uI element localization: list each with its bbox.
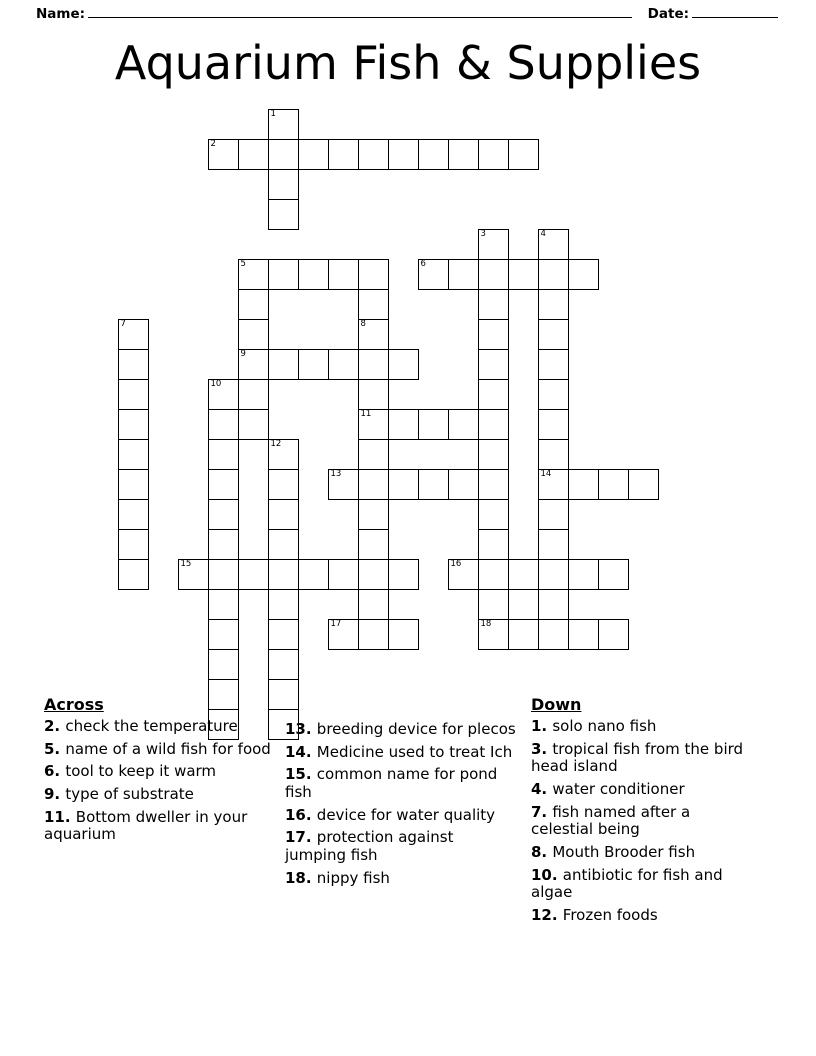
grid-cell[interactable]: [478, 229, 509, 260]
across-clue: [285, 870, 517, 888]
grid-cell[interactable]: [418, 259, 449, 290]
grid-cell[interactable]: [298, 349, 329, 380]
across-clue-text: common name for pond fish: [285, 765, 498, 802]
down-clue-number: 8.: [531, 843, 553, 861]
grid-cell-number: 18: [480, 619, 492, 629]
grid-cell[interactable]: [478, 379, 509, 410]
grid-cell[interactable]: [448, 559, 479, 590]
grid-cell[interactable]: [508, 259, 539, 290]
down-clue-number: 7.: [531, 802, 553, 821]
grid-cell[interactable]: [118, 529, 149, 560]
date-label: Date:: [647, 6, 689, 22]
grid-cell-number: 8: [360, 319, 366, 329]
grid-cell-number: 6: [420, 259, 426, 269]
grid-cell[interactable]: [478, 259, 509, 290]
across-clue-text: type of substrate: [65, 784, 194, 803]
across-clue: [285, 766, 517, 801]
grid-cell[interactable]: [208, 559, 239, 590]
grid-cell[interactable]: [538, 529, 569, 560]
across-clue: [44, 741, 272, 759]
clues-column-3: [531, 696, 756, 930]
grid-cell[interactable]: [238, 139, 269, 170]
across-clue-text: breeding device for plecos: [316, 720, 516, 738]
grid-cell[interactable]: [268, 199, 299, 230]
grid-cell[interactable]: [478, 529, 509, 560]
down-clue-number: 1.: [531, 716, 553, 735]
grid-cell[interactable]: [418, 409, 449, 440]
grid-cell[interactable]: [358, 529, 389, 560]
grid-cell[interactable]: [418, 469, 449, 500]
grid-cell[interactable]: [358, 409, 389, 440]
grid-cell[interactable]: [358, 139, 389, 170]
down-clue-text: Mouth Brooder fish: [552, 843, 696, 861]
across-clue-text: Medicine used to treat Ich: [316, 742, 513, 761]
across-clue-number: 9.: [44, 784, 66, 803]
grid-cell[interactable]: [208, 649, 239, 680]
grid-cell[interactable]: [268, 109, 299, 140]
grid-cell[interactable]: [448, 139, 479, 170]
down-clue: [531, 718, 756, 736]
grid-cell[interactable]: [328, 469, 359, 500]
grid-cell[interactable]: [328, 559, 359, 590]
down-clue-text: water conditioner: [552, 779, 685, 798]
grid-cell[interactable]: [328, 259, 359, 290]
grid-cell-number: 10: [210, 379, 222, 389]
down-clue: [531, 907, 756, 925]
grid-cell[interactable]: [388, 139, 419, 170]
down-clue-number: 12.: [531, 906, 563, 925]
across-clue: [44, 763, 272, 781]
across-clue-text: protection against jumping fish: [285, 828, 454, 865]
grid-cell-number: 16: [450, 559, 462, 569]
grid-cell[interactable]: [238, 289, 269, 320]
grid-cell[interactable]: [118, 319, 149, 350]
grid-cell-number: 1: [270, 109, 276, 119]
grid-cell[interactable]: [208, 529, 239, 560]
down-clue-number: 3.: [531, 739, 553, 758]
across-clue-number: 15.: [285, 765, 317, 784]
across-clue-number: 6.: [44, 762, 66, 781]
grid-cell[interactable]: [538, 289, 569, 320]
grid-cell[interactable]: [538, 619, 569, 650]
grid-cell[interactable]: [208, 409, 239, 440]
name-blank-line: [88, 6, 632, 18]
down-clue-text: antibiotic for fish and algae: [531, 865, 723, 902]
crossword-grid[interactable]: [0, 104, 816, 704]
grid-cell[interactable]: [268, 649, 299, 680]
down-clue-text: fish named after a celestial being: [531, 802, 691, 839]
grid-cell[interactable]: [268, 619, 299, 650]
grid-cell[interactable]: [208, 379, 239, 410]
grid-cell[interactable]: [448, 469, 479, 500]
across-clue: [44, 809, 272, 844]
grid-cell[interactable]: [358, 379, 389, 410]
grid-cell[interactable]: [298, 259, 329, 290]
grid-cell[interactable]: [328, 619, 359, 650]
name-label: Name:: [36, 6, 86, 22]
grid-cell[interactable]: [238, 319, 269, 350]
grid-cell[interactable]: [268, 529, 299, 560]
grid-cell[interactable]: [538, 469, 569, 500]
grid-cell[interactable]: [598, 619, 629, 650]
grid-cell[interactable]: [238, 259, 269, 290]
down-clue: [531, 844, 756, 862]
grid-cell-number: 11: [360, 409, 372, 419]
grid-cell[interactable]: [478, 139, 509, 170]
grid-cell[interactable]: [598, 469, 629, 500]
across-clue-number: 13.: [285, 720, 317, 738]
grid-cell[interactable]: [448, 259, 479, 290]
grid-cell[interactable]: [268, 469, 299, 500]
grid-cell[interactable]: [328, 349, 359, 380]
worksheet-header: [36, 6, 780, 22]
grid-cell[interactable]: [208, 439, 239, 470]
grid-cell[interactable]: [208, 589, 239, 620]
across-clue: [285, 721, 517, 739]
grid-cell[interactable]: [238, 349, 269, 380]
across-clue-number: 14.: [285, 742, 317, 761]
grid-cell[interactable]: [538, 499, 569, 530]
grid-cell[interactable]: [118, 349, 149, 380]
grid-cell[interactable]: [268, 439, 299, 470]
grid-cell[interactable]: [478, 439, 509, 470]
grid-cell[interactable]: [268, 259, 299, 290]
grid-cell[interactable]: [268, 169, 299, 200]
grid-cell[interactable]: [388, 619, 419, 650]
grid-cell[interactable]: [358, 319, 389, 350]
grid-cell[interactable]: [268, 499, 299, 530]
grid-cell[interactable]: [208, 469, 239, 500]
grid-cell[interactable]: [478, 409, 509, 440]
grid-cell[interactable]: [118, 499, 149, 530]
grid-cell[interactable]: [238, 559, 269, 590]
across-clue-text: Bottom dweller in your aquarium: [44, 807, 248, 844]
grid-cell-number: 3: [480, 229, 486, 239]
down-clue: [531, 741, 756, 776]
grid-cell[interactable]: [238, 409, 269, 440]
grid-cell[interactable]: [508, 619, 539, 650]
grid-cell-number: 7: [120, 319, 126, 329]
grid-cell[interactable]: [508, 139, 539, 170]
grid-cell[interactable]: [118, 559, 149, 590]
grid-cell[interactable]: [538, 589, 569, 620]
grid-cell[interactable]: [358, 469, 389, 500]
grid-cell[interactable]: [358, 349, 389, 380]
grid-cell-number: 15: [180, 559, 192, 569]
grid-cell[interactable]: [298, 559, 329, 590]
down-clue-number: 10.: [531, 865, 563, 884]
clues-column-2: [285, 696, 517, 893]
grid-cell[interactable]: [118, 379, 149, 410]
down-clue-text: solo nano fish: [552, 716, 657, 735]
down-clue-text: tropical fish from the bird head island: [531, 739, 744, 776]
grid-cell[interactable]: [538, 439, 569, 470]
grid-cell[interactable]: [358, 559, 389, 590]
grid-cell[interactable]: [448, 409, 479, 440]
across-clue-number: 17.: [285, 828, 317, 847]
grid-cell[interactable]: [538, 379, 569, 410]
grid-cell[interactable]: [358, 259, 389, 290]
across-clue: [285, 829, 517, 864]
grid-cell-number: 4: [540, 229, 546, 239]
across-clue-number: 16.: [285, 805, 317, 824]
grid-cell[interactable]: [358, 499, 389, 530]
page-title: Aquarium Fish & Supplies: [114, 36, 702, 90]
down-clue: [531, 804, 756, 839]
across-clue-text: device for water quality: [316, 805, 496, 824]
grid-cell[interactable]: [358, 289, 389, 320]
across-clue-number: 2.: [44, 716, 66, 735]
grid-cell[interactable]: [538, 319, 569, 350]
grid-cell[interactable]: [478, 499, 509, 530]
grid-cell[interactable]: [388, 559, 419, 590]
grid-cell[interactable]: [358, 589, 389, 620]
grid-cell[interactable]: [388, 349, 419, 380]
grid-cell[interactable]: [268, 349, 299, 380]
down-clue-text: Frozen foods: [562, 906, 658, 925]
grid-cell[interactable]: [118, 409, 149, 440]
date-blank-line: [692, 6, 778, 18]
grid-cell[interactable]: [118, 439, 149, 470]
grid-cell[interactable]: [328, 139, 359, 170]
grid-cell[interactable]: [478, 619, 509, 650]
grid-cell-number: 9: [240, 349, 246, 359]
down-clue: [531, 781, 756, 799]
grid-cell[interactable]: [538, 409, 569, 440]
grid-cell-number: 2: [210, 139, 216, 149]
grid-cell[interactable]: [568, 559, 599, 590]
grid-cell[interactable]: [268, 139, 299, 170]
grid-cell[interactable]: [418, 139, 449, 170]
grid-cell[interactable]: [598, 559, 629, 590]
grid-cell[interactable]: [268, 559, 299, 590]
grid-cell-number: 17: [330, 619, 342, 629]
grid-cell[interactable]: [568, 259, 599, 290]
grid-cell[interactable]: [478, 469, 509, 500]
grid-cell[interactable]: [478, 559, 509, 590]
across-clue: [44, 718, 272, 736]
grid-cell[interactable]: [268, 589, 299, 620]
grid-cell-number: 12: [270, 439, 282, 449]
clue-lists: [0, 696, 816, 996]
across-heading: Across: [44, 695, 104, 714]
across-clue-text: check the temperature: [65, 716, 238, 735]
grid-cell-number: 13: [330, 469, 342, 479]
grid-cell[interactable]: [178, 559, 209, 590]
grid-cell[interactable]: [538, 559, 569, 590]
down-heading: Down: [531, 695, 582, 714]
across-clue: [44, 786, 272, 804]
across-clue: [285, 744, 517, 762]
grid-cell[interactable]: [478, 589, 509, 620]
grid-cell[interactable]: [568, 619, 599, 650]
grid-cell[interactable]: [208, 619, 239, 650]
grid-cell[interactable]: [538, 349, 569, 380]
across-clue-number: 18.: [285, 868, 317, 887]
grid-cell-number: 5: [240, 259, 246, 269]
grid-cell[interactable]: [118, 469, 149, 500]
grid-cell[interactable]: [208, 139, 239, 170]
grid-cell[interactable]: [538, 259, 569, 290]
grid-cell[interactable]: [628, 469, 659, 500]
grid-cell-number: 14: [540, 469, 552, 479]
across-clue-number: 5.: [44, 739, 66, 758]
grid-cell[interactable]: [358, 619, 389, 650]
across-clue-text: name of a wild fish for food: [65, 739, 271, 758]
down-clue-number: 4.: [531, 779, 553, 798]
grid-cell[interactable]: [538, 229, 569, 260]
across-clue-number: 11.: [44, 807, 76, 826]
grid-cell[interactable]: [388, 409, 419, 440]
grid-cell[interactable]: [208, 499, 239, 530]
grid-cell[interactable]: [478, 349, 509, 380]
grid-cell[interactable]: [388, 469, 419, 500]
clues-column-1: [44, 696, 272, 849]
grid-cell[interactable]: [478, 289, 509, 320]
grid-cell[interactable]: [238, 379, 269, 410]
across-clue-text: nippy fish: [316, 868, 390, 887]
grid-cell[interactable]: [508, 559, 539, 590]
grid-cell[interactable]: [358, 439, 389, 470]
across-clue-text: tool to keep it warm: [65, 762, 217, 781]
grid-cell[interactable]: [568, 469, 599, 500]
down-clue: [531, 867, 756, 902]
across-clue: [285, 807, 517, 825]
grid-cell[interactable]: [298, 139, 329, 170]
grid-cell[interactable]: [478, 319, 509, 350]
